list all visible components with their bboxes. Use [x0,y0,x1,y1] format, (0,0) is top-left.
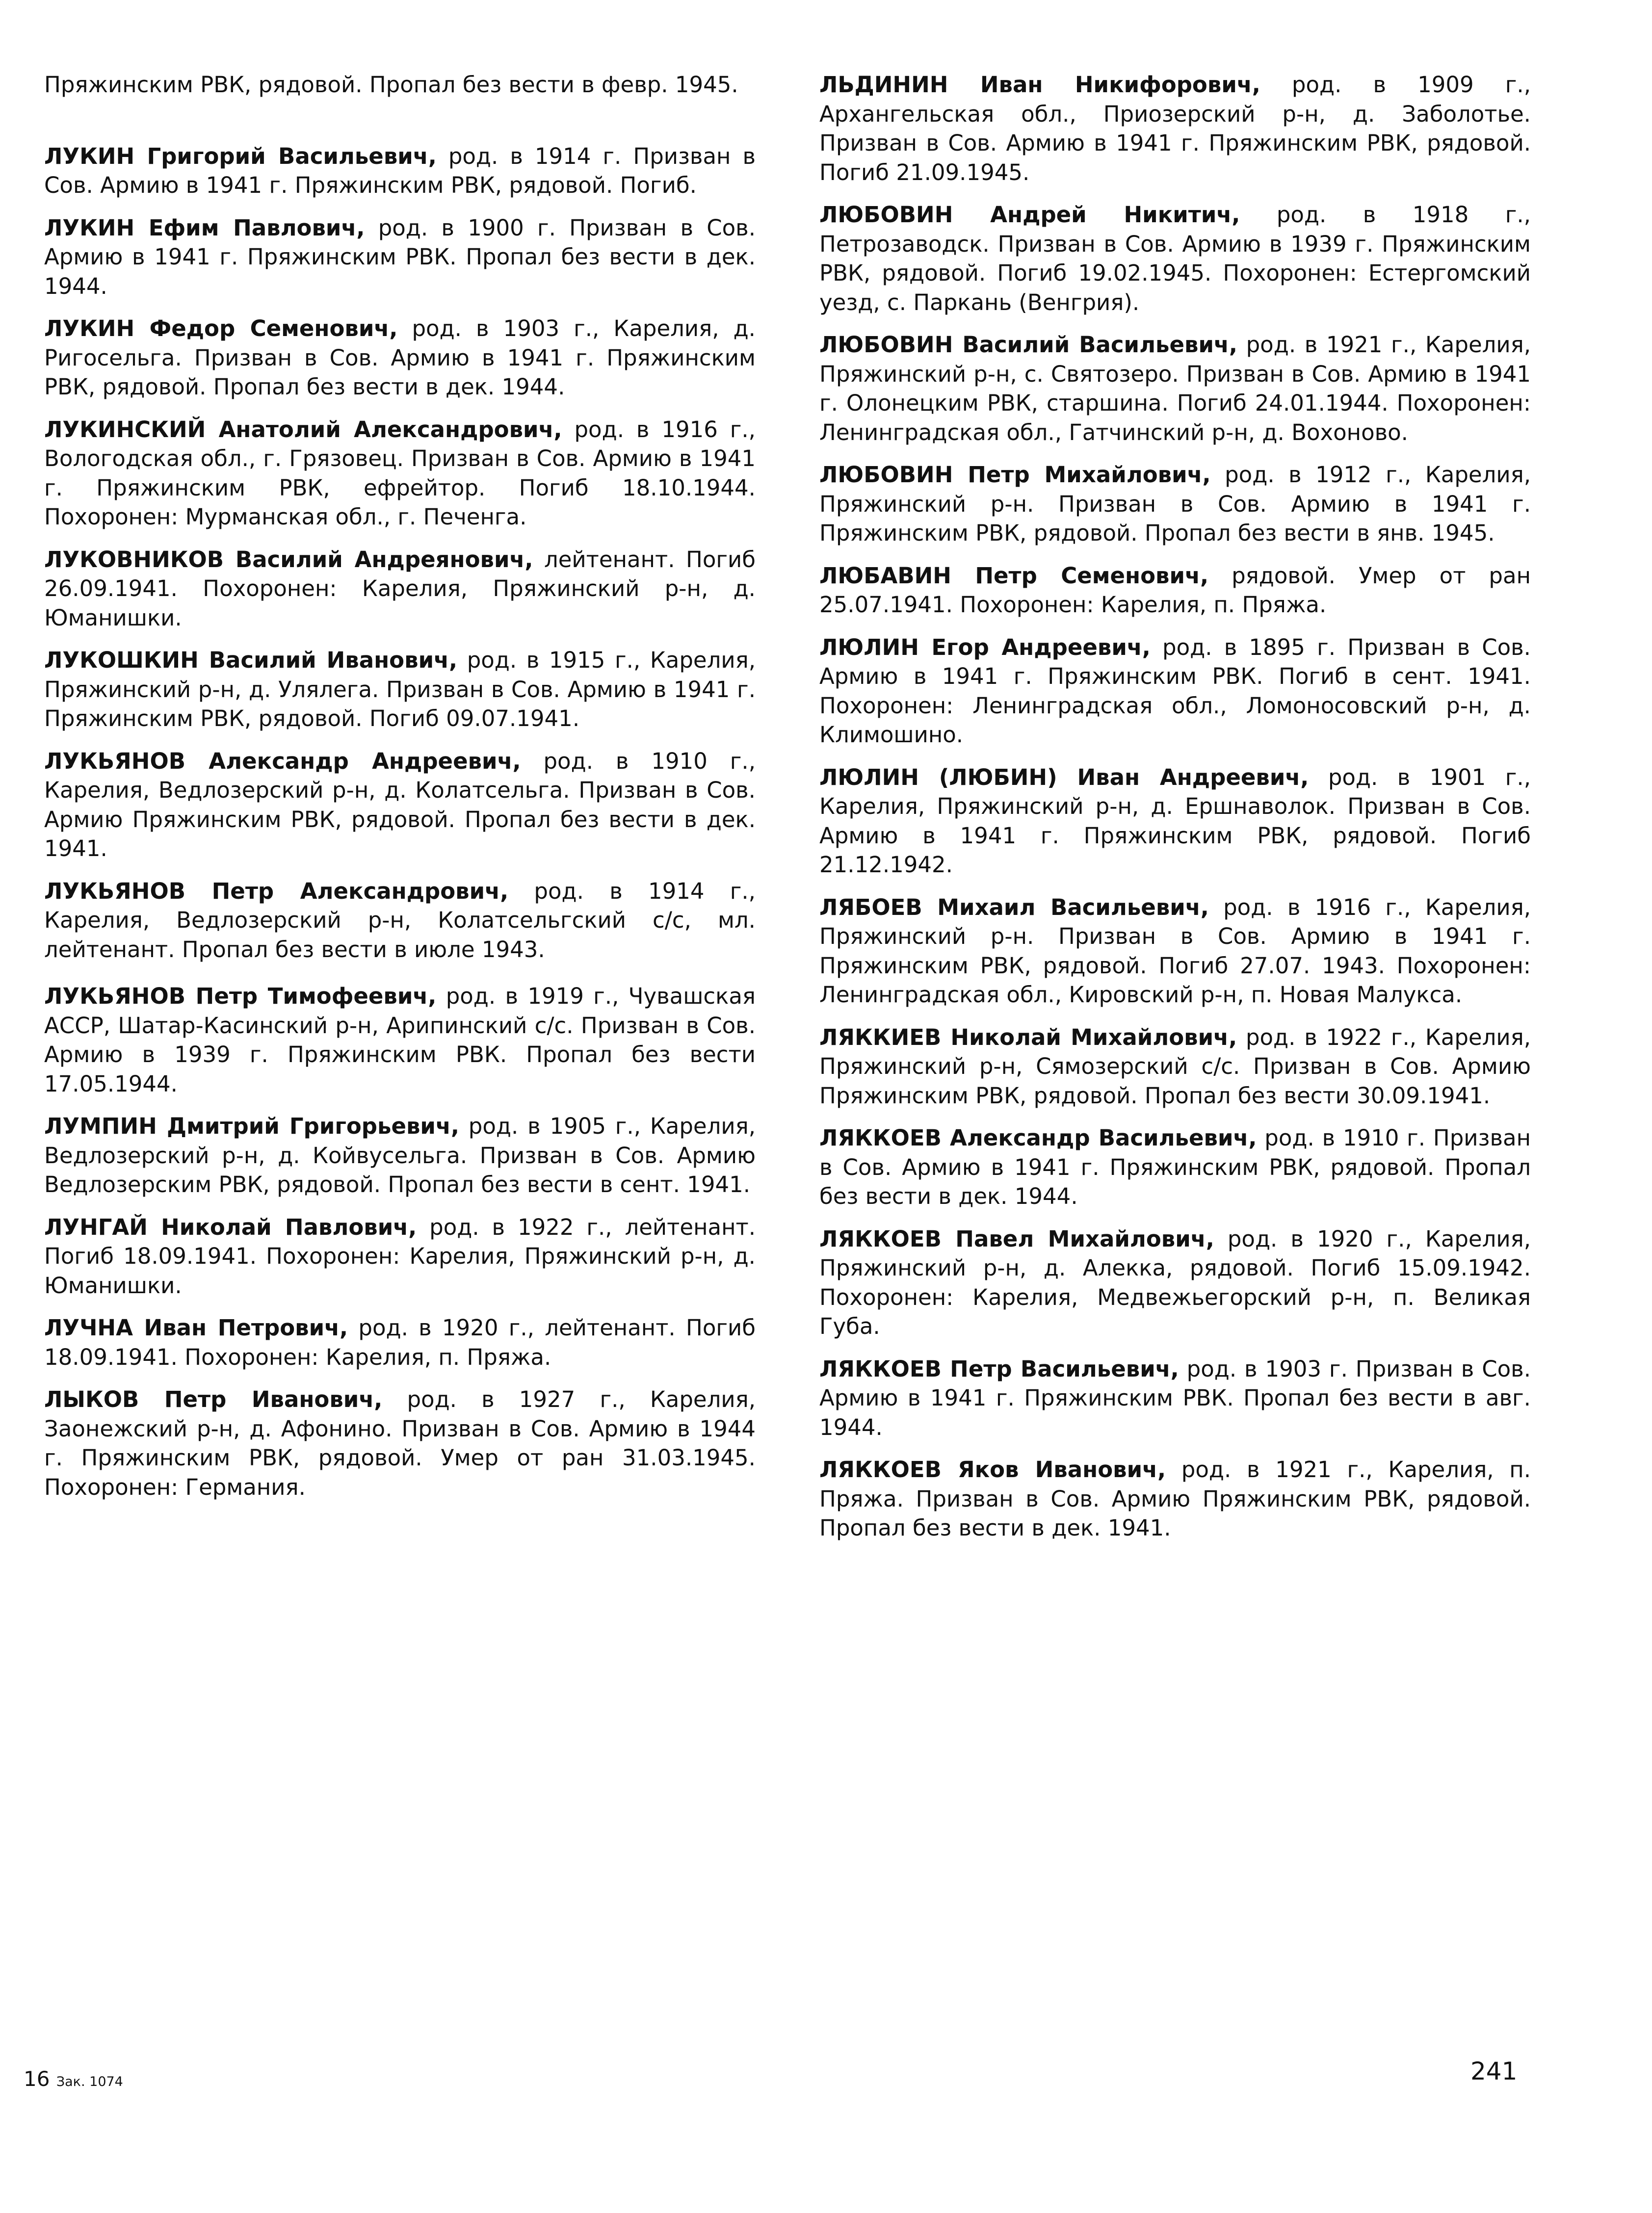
entry-text: род. в 1895 г. Призван в Сов. Армию в 1941 г. Пряжинским РВК. Погиб в сент. 1941. Похоронен: Ленинградская обл., Ломоносовский р-н, д. Климошино. [819,634,1531,748]
list-item [44,877,756,964]
right-column [819,70,1531,1556]
entry-name: ЛУЧНА Иван Петрович, [44,1315,348,1341]
list-item [819,561,1531,620]
entry-text: род. в 1912 г., Карелия, Пряжинский р-н. Призван в Сов. Армию в 1941 г. Пряжинским РВК, рядовой. Пропал без вести в янв. 1945. [819,462,1531,546]
list-item [819,1455,1531,1543]
entry-text: род. в 1916 г., Карелия, Пряжинский р-н. Призван в Сов. Армию в 1941 г. Пряжинским РВК, рядовой. Погиб 27.07. 1943. Похоронен: Ленинградская обл., Кировский р-н, п. Новая Малукса. [819,894,1531,1008]
list-item [44,70,756,100]
entry-text: род. в 1903 г., Карелия, д. Ригосельга. Призван в Сов. Армию в 1941 г. Пряжинским РВК, рядовой. Пропал без вести в дек. 1944. [44,315,756,400]
entry-name: ЛУКЬЯНОВ Александр Андреевич, [44,748,521,774]
list-item [44,415,756,532]
entry-name: ЛУКИН Григорий Васильевич, [44,143,437,169]
entry-text: род. в 1916 г., Вологодская обл., г. Грязовец. Призван в Сов. Армию в 1941 г. Пряжинским РВК, ефрейтор. Погиб 18.10.1944. Похоронен: Мурманская обл., г. Печенга. [44,416,756,530]
entry-name: ЛЯККИЕВ Николай Михайлович, [819,1024,1237,1050]
entry-name: ЛЯККОЕВ Петр Васильевич, [819,1355,1179,1382]
list-item [819,893,1531,1010]
print-signature [24,2067,123,2091]
entry-name: ЛЯККОЕВ Яков Иванович, [819,1457,1166,1483]
entry-text: Пряжинским РВК, рядовой. Пропал без вести в февр. 1945. [44,72,738,98]
entry-text: род. в 1901 г., Карелия, Пряжинский р-н, д. Ершнаволок. Призван в Сов. Армию в 1941 г. Пряжинским РВК, рядовой. Погиб 21.12.1942. [819,764,1531,878]
entry-text: род. в 1905 г., Карелия, Ведлозерский р-н, д. Койвусельга. Призван в Сов. Армию Ведлозерским РВК, рядовой. Пропал без вести в сент. 1941. [44,1113,756,1198]
list-item [44,982,756,1098]
entry-name: ЛУМПИН Дмитрий Григорьевич, [44,1113,459,1139]
list-item [44,1385,756,1502]
entry-text: лейтенант. Погиб 26.09.1941. Похоронен: Карелия, Пряжинский р-н, д. Юманишки. [44,546,756,631]
entry-name: ЛУНГАЙ Николай Павлович, [44,1214,417,1240]
list-item [819,70,1531,187]
entry-name: ЛЮБАВИН Петр Семенович, [819,562,1209,589]
list-item [44,747,756,863]
order-number: Зак. 1074 [56,2074,123,2089]
list-item [819,460,1531,548]
entry-text: род. в 1922 г., лейтенант. Погиб 18.09.1941. Похоронен: Карелия, Пряжинский р-н, д. Юманишки. [44,1214,756,1299]
list-item [44,1112,756,1199]
page-number: 241 [1470,2057,1518,2085]
entry-text: род. в 1903 г. Призван в Сов. Армию в 1941 г. Пряжинским РВК. Пропал без вести в авг. 1944. [819,1355,1531,1440]
entry-text: род. в 1927 г., Карелия, Заонежский р-н, д. Афонино. Призван в Сов. Армию в 1944 г. Пряжинским РВК, рядовой. Умер от ран 31.03.1945. Похоронен: Германия. [44,1386,756,1500]
list-item [819,200,1531,317]
entry-name: ЛЯБОЕВ Михаил Васильевич, [819,894,1209,920]
list-item [44,1313,756,1372]
entry-name: ЛЮЛИН Егор Андреевич, [819,634,1151,660]
entry-name: ЛУКОВНИКОВ Василий Андреянович, [44,546,533,573]
entry-text: род. в 1922 г., Карелия, Пряжинский р-н, Сямозерский с/с. Призван в Сов. Армию Пряжинским РВК, рядовой. Пропал без вести 30.09.1941. [819,1024,1531,1109]
list-item [819,1023,1531,1111]
entry-text: рядовой. Умер от ран 25.07.1941. Похоронен: Карелия, п. Пряжа. [819,562,1531,618]
entry-text: род. в 1918 г., Петрозаводск. Призван в Сов. Армию в 1939 г. Пряжинским РВК, рядовой. Погиб 19.02.1945. Похоронен: Естергомский уезд, с. Паркань (Венгрия). [819,202,1531,315]
entry-name: ЛЮБОВИН Петр Михайлович, [819,462,1211,488]
entry-text: род. в 1919 г., Чувашская АССР, Шатар-Касинский р-н, Арипинский с/с. Призван в Сов. Армию в 1939 г. Пряжинским РВК. Пропал без вести 17.05.1944. [44,983,756,1097]
entry-name: ЛУКИНСКИЙ Анатолий Александрович, [44,416,562,443]
list-item [44,142,756,200]
list-item [819,1224,1531,1341]
entry-name: ЛЬДИНИН Иван Никифорович, [819,72,1260,98]
list-item [819,1123,1531,1211]
entry-text: род. в 1920 г., лейтенант. Погиб 18.09.1941. Похоронен: Карелия, п. Пряжа. [44,1315,756,1370]
signature-number: 16 [24,2067,50,2091]
list-item [44,646,756,733]
entry-text: род. в 1900 г. Призван в Сов. Армию в 1941 г. Пряжинским РВК. Пропал без вести в дек. 1944. [44,214,756,299]
entry-text: род. в 1909 г., Архангельская обл., Приозерский р-н, д. Заболотье. Призван в Сов. Армию в 1941 г. Пряжинским РВК, рядовой. Погиб 21.09.1945. [819,72,1531,185]
list-item [819,763,1531,880]
entry-name: ЛЮБОВИН Андрей Никитич, [819,202,1240,228]
entry-name: ЛЮЛИН (ЛЮБИН) Иван Андреевич, [819,764,1309,790]
entry-name: ЛУКИН Федор Семенович, [44,315,398,341]
entry-name: ЛУКЬЯНОВ Петр Тимофеевич, [44,983,437,1009]
entry-name: ЛУКОШКИН Василий Иванович, [44,647,458,673]
entry-name: ЛЫКОВ Петр Иванович, [44,1386,383,1412]
entry-text: род. в 1915 г., Карелия, Пряжинский р-н, д. Улялега. Призван в Сов. Армию в 1941 г. Пряжинским РВК, рядовой. Погиб 09.07.1941. [44,647,756,731]
list-item [44,1213,756,1301]
list-item [44,314,756,402]
entry-text: род. в 1920 г., Карелия, Пряжинский р-н, д. Алекка, рядовой. Погиб 15.09.1942. Похоронен: Карелия, Медвежьегорский р-н, п. Великая Губа. [819,1225,1531,1339]
entry-text: род. в 1910 г. Призван в Сов. Армию в 1941 г. Пряжинским РВК, рядовой. Пропал без вести в дек. 1944. [819,1125,1531,1209]
entry-text: род. в 1921 г., Карелия, п. Пряжа. Призван в Сов. Армию Пряжинским РВК, рядовой. Пропал без вести в дек. 1941. [819,1457,1531,1541]
list-item [44,213,756,301]
list-item [819,330,1531,447]
entry-name: ЛУКЬЯНОВ Петр Александрович, [44,878,509,904]
list-item [819,633,1531,750]
list-item [819,1354,1531,1442]
left-column [44,70,756,1515]
entry-name: ЛУКИН Ефим Павлович, [44,214,365,241]
entry-text: род. в 1914 г. Призван в Сов. Армию в 1941 г. Пряжинским РВК, рядовой. Погиб. [44,143,756,198]
entry-text: род. в 1914 г., Карелия, Ведлозерский р-н, Колатсельгский с/с, мл. лейтенант. Пропал без вести в июле 1943. [44,878,756,963]
list-item [44,545,756,633]
entry-name: ЛЮБОВИН Василий Васильевич, [819,332,1238,358]
entry-text: род. в 1921 г., Карелия, Пряжинский р-н, с. Святозеро. Призван в Сов. Армию в 1941 г. Олонецким РВК, старшина. Погиб 24.01.1944. Похоронен: Ленинградская обл., Гатчинский р-н, д. Вохоново. [819,332,1531,445]
entry-name: ЛЯККОЕВ Александр Васильевич, [819,1125,1257,1151]
entry-name: ЛЯККОЕВ Павел Михайлович, [819,1225,1214,1252]
entry-text: род. в 1910 г., Карелия, Ведлозерский р-н, д. Колатсельга. Призван в Сов. Армию Пряжинским РВК, рядовой. Пропал без вести в дек. 1941. [44,748,756,861]
